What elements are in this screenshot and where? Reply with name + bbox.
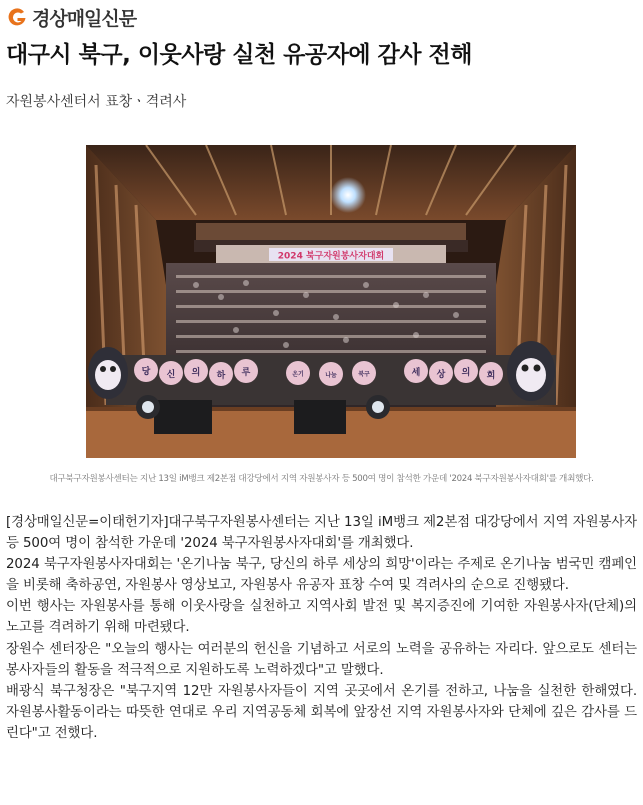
g-logo-icon (6, 6, 28, 28)
sign-letter: 루 (241, 368, 251, 378)
sign-letter: 북구 (358, 371, 370, 378)
sign-letter: 의 (461, 368, 471, 378)
article-subhead: 자원봉사센터서 표창ㆍ격려사 (6, 94, 187, 110)
photo-caption: 대구북구자원봉사센터는 지난 13일 iM뱅크 제2본점 대강당에서 지역 자원봉사자 등 500여 명이 참석한 가운데 '2024 북구자원봉사자대회'를 개최했다. (49, 474, 594, 484)
sign-letter: 세 (411, 368, 421, 378)
article-paragraph: 2024 북구자원봉사자대회는 '온기나눔 북구, 당신의 하루 세상의 희망'이라는 주제로 온기나눔 범국민 캠페인을 비롯해 축하공연, 자원봉사 영상보고, 자원봉사 유공자 표창 수여 및 격려사의 순으로 진행됐다. (6, 557, 637, 594)
sign-letter: 의 (191, 368, 201, 378)
sign-letter: 당 (141, 367, 151, 377)
mascot-left (88, 347, 128, 399)
sign-letter: 하 (216, 371, 226, 381)
sign-letter: 신 (166, 370, 176, 380)
article-paragraph: 이번 행사는 자원봉사를 통해 이웃사랑을 실천하고 지역사회 발전 및 복지증진에 기여한 자원봉사자(단체)의 노고를 격려하기 위해 마련됐다. (6, 599, 637, 636)
sign-letter: 상 (436, 370, 446, 380)
sign-letter: 나눔 (325, 372, 337, 379)
article-paragraph: 배광식 북구청장은 "북구지역 12만 자원봉사자들이 지역 곳곳에서 온기를 전하고, 나눔을 실천한 한해였다. 자원봉사활동이라는 따뜻한 연대로 우리 지역공동체 회복에 앞장선 지역 자원봉사자와 단체에 깊은 감사를 드린다"고 전했다. (6, 683, 637, 741)
article-paragraph: [경상매일신문=이태헌기자]대구북구자원봉사센터는 지난 13일 iM뱅크 제2본점 대강당에서 지역 자원봉사자 등 500여 명이 참석한 가운데 '2024 북구자원봉사자대회'를 개최했다. (6, 515, 637, 552)
article-photo (86, 145, 576, 458)
logo-text: 경상매일신문 (32, 7, 137, 30)
sign-letter: 온기 (292, 371, 304, 378)
event-photo-illustration (86, 145, 576, 458)
sign-letter: 희 (486, 371, 496, 381)
site-logo[interactable] (6, 4, 136, 30)
article-paragraph: 장원수 센터장은 "오늘의 행사는 여러분의 헌신을 기념하고 서로의 노력을 공유하는 자리다. 앞으로도 센터는 봉사자들의 활동을 적극적으로 지원하도록 노력하겠다"고 말했다. (6, 641, 637, 678)
article-headline: 대구시 북구, 이웃사랑 실천 유공자에 감사 전해 (6, 42, 472, 68)
mascot-right (507, 341, 555, 401)
article-body (6, 512, 637, 744)
banner-text: 2024 북구자원봉사자대회 (277, 251, 385, 262)
